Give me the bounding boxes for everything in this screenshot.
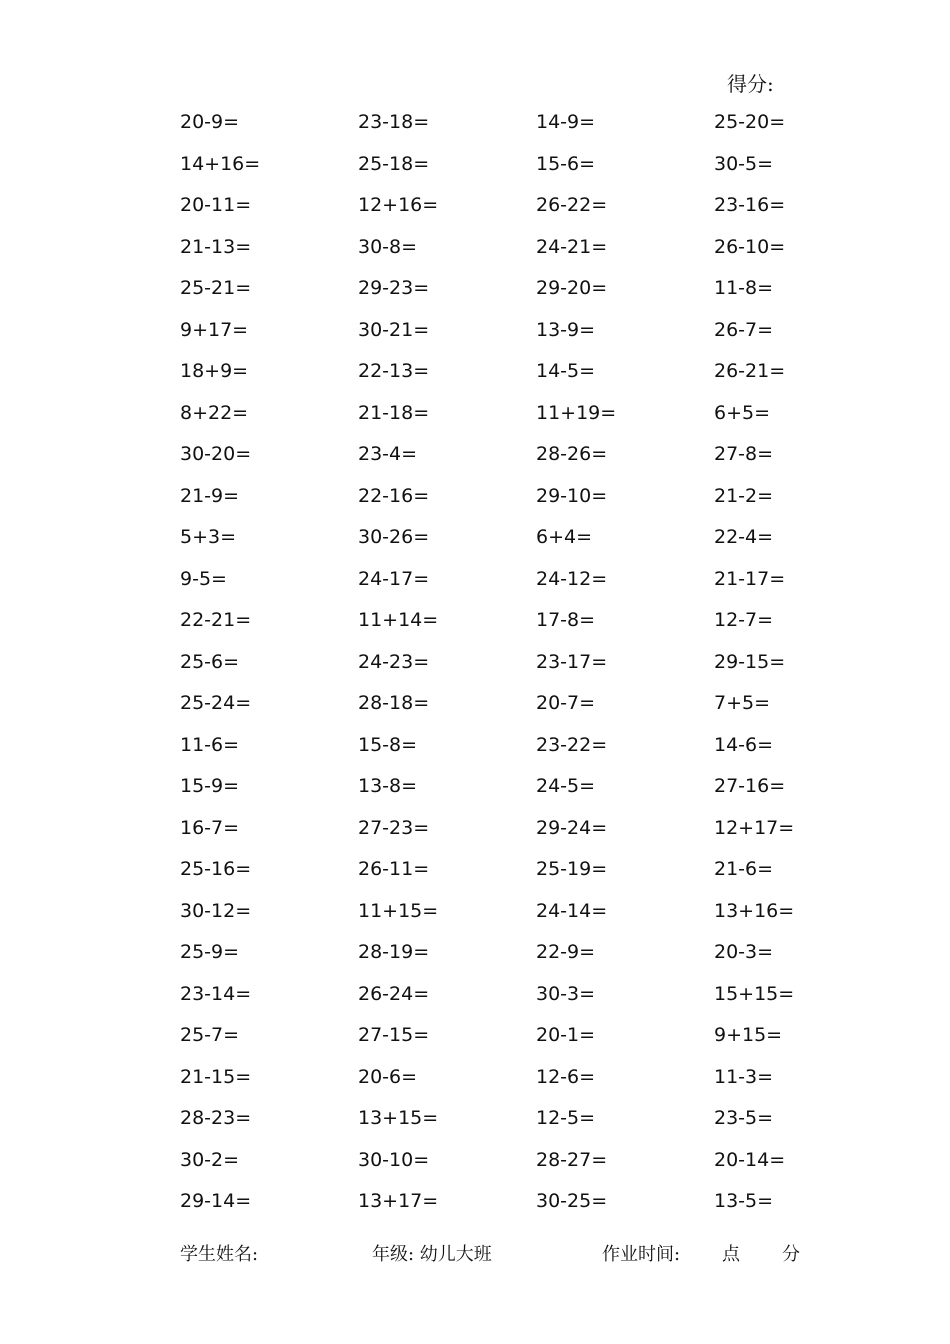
math-problem: 11-8=: [714, 277, 774, 299]
math-problem: 22-21=: [180, 609, 252, 631]
math-problem: 30-8=: [358, 235, 418, 258]
math-problem: 26-22=: [536, 194, 608, 216]
math-problem: 20-11=: [180, 194, 252, 216]
math-problem: 13+15=: [358, 1107, 439, 1129]
math-problem: 13-8=: [358, 775, 418, 797]
math-problem: 23-4=: [358, 443, 418, 465]
math-problem: 29-24=: [536, 816, 608, 839]
math-problem: 16-7=: [180, 816, 240, 839]
math-problem: 29-23=: [358, 277, 430, 299]
hour-label: 点: [722, 1244, 740, 1265]
math-problem: 24-5=: [536, 775, 596, 797]
math-problem: 28-18=: [358, 692, 430, 714]
math-problem: 6+4=: [536, 526, 593, 548]
math-problem: 13+17=: [358, 1190, 439, 1212]
math-problem: 23-18=: [358, 111, 430, 133]
math-problem: 11-6=: [180, 733, 240, 756]
math-problem: 22-4=: [714, 526, 774, 548]
math-problem: 15+15=: [714, 982, 795, 1005]
math-problem: 23-16=: [714, 194, 786, 216]
math-problem: 20-6=: [358, 1065, 418, 1088]
math-problem: 21-6=: [714, 858, 774, 880]
math-problem: 25-6=: [180, 650, 240, 673]
math-problem: 9+15=: [714, 1024, 783, 1046]
math-problem: 24-17=: [358, 567, 430, 590]
math-problem: 11+15=: [358, 899, 439, 922]
math-problem: 24-21=: [536, 235, 608, 258]
math-problem: 12-7=: [714, 609, 774, 631]
math-problem: 21-17=: [714, 567, 786, 590]
math-problem: 21-13=: [180, 235, 252, 258]
math-problem: 20-9=: [180, 111, 240, 133]
math-problem: 25-18=: [358, 152, 430, 175]
math-problem: 22-13=: [358, 360, 430, 382]
math-problem: 13-5=: [714, 1190, 774, 1212]
math-problem: 26-11=: [358, 858, 430, 880]
math-problem: 20-14=: [714, 1148, 786, 1171]
math-problem: 30-20=: [180, 443, 252, 465]
math-problem: 21-15=: [180, 1065, 252, 1088]
math-problem: 14-5=: [536, 360, 596, 382]
math-problem: 21-9=: [180, 484, 240, 507]
math-problem: 11+14=: [358, 609, 439, 631]
math-problem: 28-26=: [536, 443, 608, 465]
math-problem: 24-14=: [536, 899, 608, 922]
math-problem: 25-19=: [536, 858, 608, 880]
math-problem: 6+5=: [714, 401, 771, 424]
math-problem: 5+3=: [180, 526, 237, 548]
math-problem: 21-18=: [358, 401, 430, 424]
math-problem: 29-20=: [536, 277, 608, 299]
math-problem: 25-16=: [180, 858, 252, 880]
math-problem: 30-12=: [180, 899, 252, 922]
math-problem: 30-26=: [358, 526, 430, 548]
math-problem: 15-8=: [358, 733, 418, 756]
math-problem: 28-19=: [358, 941, 430, 963]
math-problem: 30-25=: [536, 1190, 608, 1212]
math-problem: 23-17=: [536, 650, 608, 673]
math-problem: 29-10=: [536, 484, 608, 507]
math-problem: 24-12=: [536, 567, 608, 590]
math-problem: 25-24=: [180, 692, 252, 714]
math-problem: 12-5=: [536, 1107, 596, 1129]
math-problem: 7+5=: [714, 692, 771, 714]
math-problem: 23-5=: [714, 1107, 774, 1129]
math-problem: 25-9=: [180, 941, 240, 963]
math-problem: 11+19=: [536, 401, 617, 424]
math-problem: 20-3=: [714, 941, 774, 963]
problem-grid: [180, 108, 840, 1229]
math-problem: 25-20=: [714, 111, 786, 133]
math-problem: 26-10=: [714, 235, 786, 258]
math-problem: 23-14=: [180, 982, 252, 1005]
math-problem: 28-23=: [180, 1107, 252, 1129]
math-problem: 27-8=: [714, 443, 774, 465]
math-problem: 26-21=: [714, 360, 786, 382]
math-problem: 8+22=: [180, 401, 249, 424]
grade-label: 年级: 幼儿大班: [372, 1244, 492, 1265]
homework-time-label: 作业时间:: [602, 1244, 681, 1265]
math-problem: 25-21=: [180, 277, 252, 299]
math-problem: 25-7=: [180, 1024, 240, 1046]
math-problem: 12-6=: [536, 1065, 596, 1088]
math-problem: 14-9=: [536, 111, 596, 133]
footer: [0, 1240, 950, 1270]
math-problem: 12+16=: [358, 194, 439, 216]
math-problem: 29-14=: [180, 1190, 252, 1212]
math-problem: 30-2=: [180, 1148, 240, 1171]
math-problem: 15-9=: [180, 775, 240, 797]
math-problem: 27-23=: [358, 816, 430, 839]
math-problem: 30-21=: [358, 318, 430, 341]
math-problem: 12+17=: [714, 816, 795, 839]
math-problem: 26-7=: [714, 318, 774, 341]
math-problem: 9-5=: [180, 567, 227, 590]
math-problem: 27-15=: [358, 1024, 430, 1046]
math-problem: 22-16=: [358, 484, 430, 507]
math-problem: 13+16=: [714, 899, 795, 922]
math-problem: 30-10=: [358, 1148, 430, 1171]
minute-label: 分: [782, 1244, 800, 1265]
math-problem: 13-9=: [536, 318, 596, 341]
math-problem: 23-22=: [536, 733, 608, 756]
student-name-label: 学生姓名:: [180, 1244, 259, 1265]
math-problem: 18+9=: [180, 360, 249, 382]
math-problem: 20-7=: [536, 692, 596, 714]
math-problem: 26-24=: [358, 982, 430, 1005]
math-problem: 14+16=: [180, 152, 261, 175]
score-label: 得分:: [727, 72, 774, 96]
math-problem: 17-8=: [536, 609, 596, 631]
math-problem: 9+17=: [180, 318, 249, 341]
math-problem: 11-3=: [714, 1065, 774, 1088]
math-problem: 20-1=: [536, 1024, 596, 1046]
math-problem: 22-9=: [536, 941, 596, 963]
math-problem: 28-27=: [536, 1148, 608, 1171]
math-problem: 24-23=: [358, 650, 430, 673]
math-problem: 15-6=: [536, 152, 596, 175]
math-problem: 30-3=: [536, 982, 596, 1005]
math-problem: 30-5=: [714, 152, 774, 175]
math-problem: 29-15=: [714, 650, 786, 673]
math-problem: 21-2=: [714, 484, 774, 507]
math-problem: 14-6=: [714, 733, 774, 756]
math-problem: 27-16=: [714, 775, 786, 797]
